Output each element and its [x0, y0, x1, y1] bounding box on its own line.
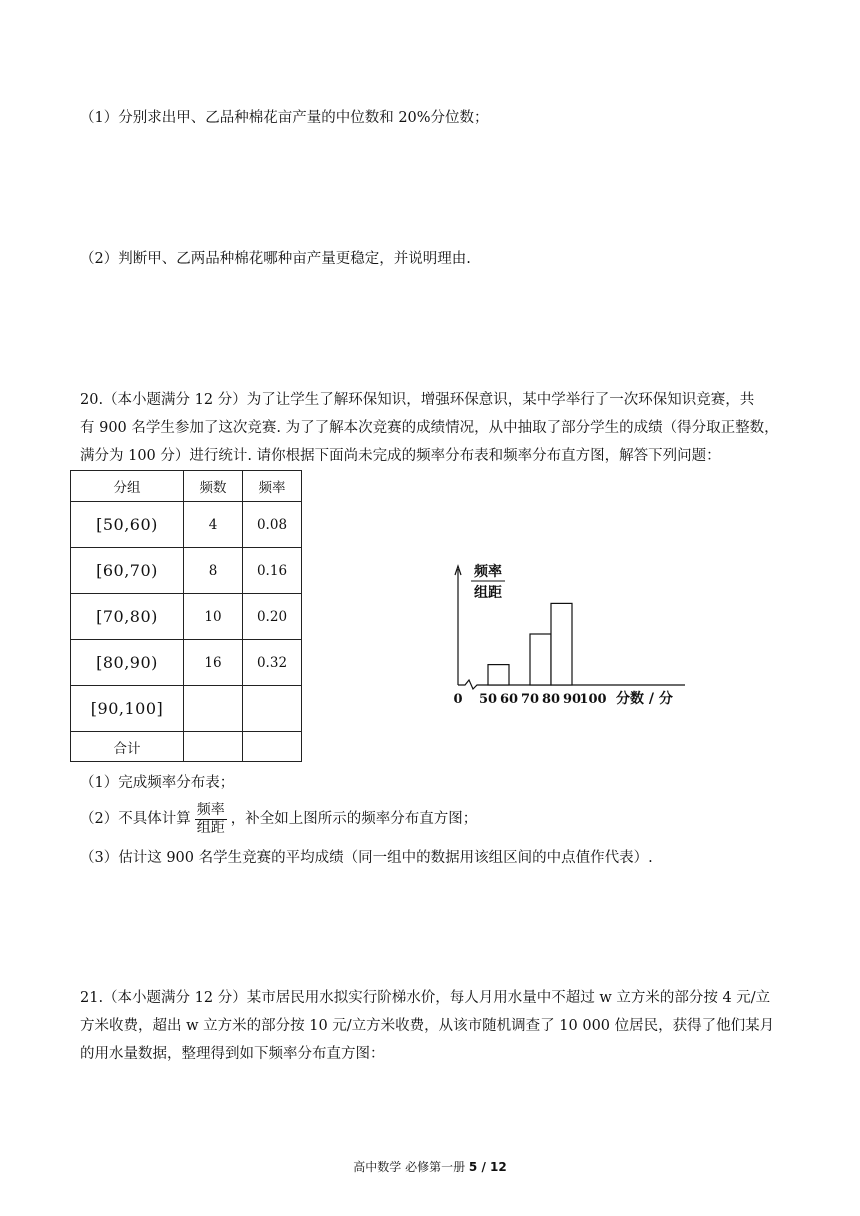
cell-freq: 0.08: [243, 502, 302, 548]
table-row: [71, 686, 302, 732]
q20-stem-line: 有 900 名学生参加了这次竞赛. 为了了解本次竞赛的成绩情况，从中抽取了部分学生的成绩（得分取正整数，: [80, 420, 779, 436]
cell-count: 10: [184, 594, 243, 640]
q21-stem-line: 方米收费，超出 w 立方米的部分按 10 元/立方米收费，从该市随机调查了 10 000 位居民，获得了他们某月: [80, 1018, 775, 1034]
table-row: [71, 502, 302, 548]
table-row: [71, 594, 302, 640]
table-row: [71, 548, 302, 594]
cell-freq: [243, 686, 302, 732]
q20-stem-line: 满分为 100 分）进行统计. 请你根据下面尚未完成的频率分布表和频率分布直方图，解答下列问题：: [80, 448, 721, 464]
cell-group: [80,90): [71, 640, 184, 686]
histogram-bar: [551, 603, 572, 685]
x-tick-label: 50: [478, 692, 498, 707]
header-freq: 频率: [243, 471, 302, 502]
origin-label: 0: [453, 692, 463, 707]
q19-part2: （2）判断甲、乙两品种棉花哪种亩产量更稳定，并说明理由.: [80, 251, 471, 267]
frequency-table: [70, 470, 302, 762]
q20-part2: [80, 800, 477, 838]
q21-stem-line: 的用水量数据，整理得到如下频率分布直方图：: [80, 1046, 385, 1062]
cell-count: 4: [184, 502, 243, 548]
q20-part1: （1）完成频率分布表；: [80, 775, 235, 791]
cell-total-count: [184, 732, 243, 762]
x-tick-label: 60: [499, 692, 519, 707]
frequency-histogram: [440, 555, 690, 715]
histogram-bar: [530, 634, 551, 685]
cell-count: 8: [184, 548, 243, 594]
q20-stem-line: 20.（本小题满分 12 分）为了让学生了解环保知识，增强环保意识，某中学举行了一次环保知识竞赛，共: [80, 392, 755, 408]
cell-group: [60,70): [71, 548, 184, 594]
cell-freq: 0.20: [243, 594, 302, 640]
y-axis-label-numerator: 频率: [474, 564, 502, 580]
cell-freq: 0.32: [243, 640, 302, 686]
x-axis-label: 分数 / 分: [616, 691, 673, 707]
page-number: 5 / 12: [468, 1160, 507, 1174]
cell-freq: 0.16: [243, 548, 302, 594]
fraction-numerator: 频率: [196, 801, 225, 818]
header-group: 分组: [71, 471, 184, 502]
q20-stem: [80, 386, 786, 470]
footer-text: 高中数学 必修第一册: [353, 1160, 469, 1174]
q21-stem-line: 21.（本小题满分 12 分）某市居民用水拟实行阶梯水价，每人月用水量中不超过 w 立方米的部分按 4 元/立: [80, 990, 771, 1006]
cell-group: [90,100]: [71, 686, 184, 732]
table-header-row: [71, 471, 302, 502]
q20-part3: （3）估计这 900 名学生竞赛的平均成绩（同一组中的数据用该组区间的中点值作代表）.: [80, 850, 653, 866]
header-count: 频数: [184, 471, 243, 502]
histogram-bar: [488, 665, 509, 685]
cell-group: [70,80): [71, 594, 184, 640]
cell-total-freq: [243, 732, 302, 762]
page-footer: [0, 1158, 860, 1175]
cell-total-label: 合计: [71, 732, 184, 762]
fraction: [195, 802, 227, 837]
x-tick-label: 90: [562, 692, 582, 707]
q21-stem: [80, 984, 786, 1068]
x-tick-label: 100: [579, 692, 607, 707]
cell-count: [184, 686, 243, 732]
q20-part2-prefix: （2）不具体计算: [80, 811, 191, 827]
y-axis-label-denominator: 组距: [474, 585, 502, 601]
x-tick-label: 70: [520, 692, 540, 707]
q19-part1: （1）分别求出甲、乙品种棉花亩产量的中位数和 20%分位数；: [80, 110, 489, 126]
cell-group: [50,60): [71, 502, 184, 548]
cell-count: 16: [184, 640, 243, 686]
table-total-row: [71, 732, 302, 762]
q20-part2-suffix: ，补全如上图所示的频率分布直方图；: [230, 811, 478, 827]
x-tick-label: 80: [541, 692, 561, 707]
fraction-denominator: 组距: [196, 819, 225, 836]
table-row: [71, 640, 302, 686]
